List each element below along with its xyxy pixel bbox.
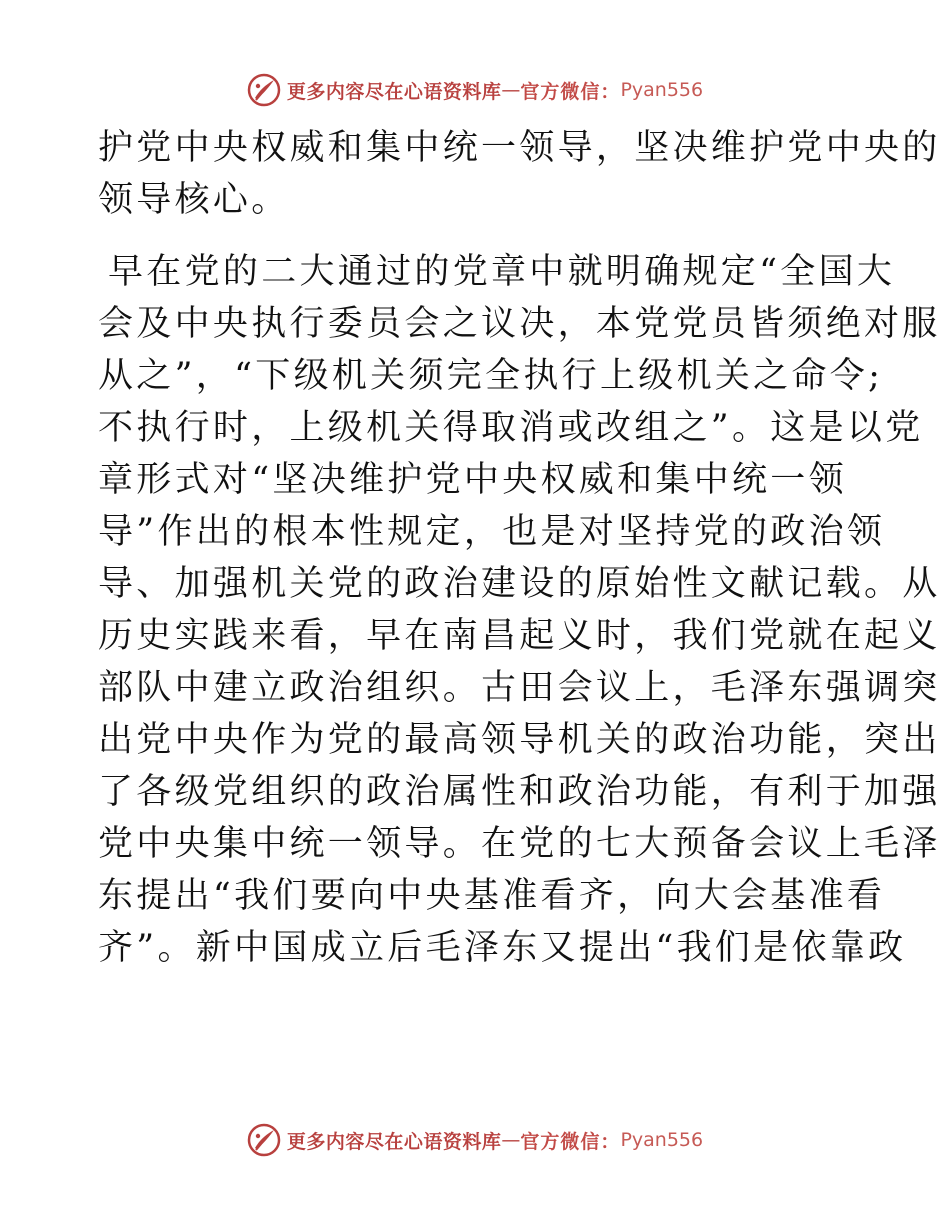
text-line: 章形式对“坚决维护党中央权威和集中统一领 [98,460,847,500]
paragraph [98,122,941,226]
quill-logo-icon [247,1123,281,1157]
banner-wechat-id: Pyan556 [620,79,704,101]
text-line: 部队中建立政治组织。古田会议上，毛泽东强调突 [98,668,941,708]
document-body [98,122,941,974]
banner-wechat-label: 官方微信： [520,1130,621,1153]
text-line: 出党中央作为党的最高领导机关的政治功能，突出 [98,720,941,760]
text-line: 不执行时，上级机关得取消或改组之”。这是以党 [98,408,924,448]
paragraph-gap [98,226,858,246]
text-line: 齐”。新中国成立后毛泽东又提出“我们是依靠政 [98,928,907,968]
header-banner [0,70,950,110]
quill-logo-icon [247,73,281,107]
footer-banner [0,1120,950,1160]
text-line: 导”作出的根本性规定，也是对坚持党的政治领 [98,512,886,552]
text-line: 历史实践来看，早在南昌起义时，我们党就在起义 [98,616,941,656]
text-line: 护党中央权威和集中统一领导，坚决维护党中央的 [98,128,941,168]
banner-wechat-label: 官方微信： [520,80,621,103]
paragraph [98,246,941,974]
text-line: 从之”，“下级机关须完全执行上级机关之命令; [98,356,884,396]
banner-brand-text: 更多内容尽在心语资料库 [286,80,502,103]
text-line: 导、加强机关党的政治建设的原始性文献记载。从 [98,564,941,604]
text-line: 会及中央执行委员会之议决，本党党员皆须绝对服 [98,304,941,344]
text-line: 党中央集中统一领导。在党的七大预备会议上毛泽 [98,824,941,864]
text-line: 领导核心。 [98,180,290,220]
text-line: 了各级党组织的政治属性和政治功能，有利于加强 [98,772,941,812]
banner-brand-text: 更多内容尽在心语资料库 [286,1130,502,1153]
text-line: 早在党的二大通过的党章中就明确规定“全国大 [108,252,896,292]
text-line: 东提出“我们要向中央基准看齐，向大会基准看 [98,876,886,916]
banner-separator: — [501,1129,521,1151]
banner-separator: — [501,79,521,101]
banner-wechat-id: Pyan556 [620,1129,704,1151]
